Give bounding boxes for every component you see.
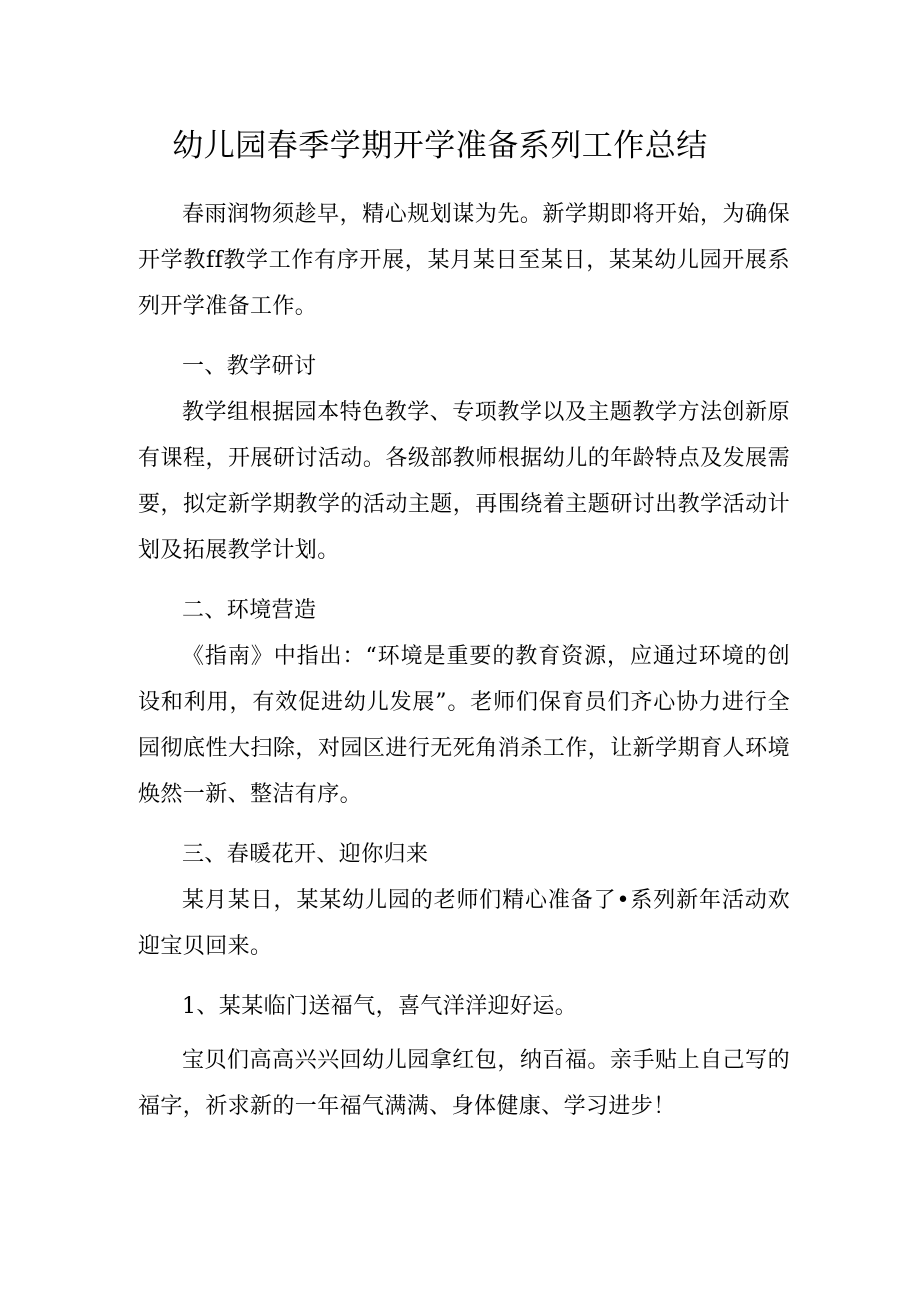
document-title: 幼儿园春季学期开学准备系列工作总结 bbox=[172, 128, 708, 164]
section-paragraph-environment: 《指南》中指出：“环境是重要的教育资源，应通过环境的创设和利用，有效促进幼儿发展”。老师们保育员们齐心协力进行全园彻底性大扫除，对园区进行无死角消杀工作，让新学期育人环境焕然一新、整洁有序。 bbox=[138, 644, 790, 807]
section-paragraph-blessings: 宝贝们高高兴兴回幼儿园拿红包，纳百福。亲手贴上自己写的福字，祈求新的一年福气满满、身体健康、学习进步！ bbox=[138, 1048, 790, 1119]
section-heading-teaching-research: 一、教学研讨 bbox=[182, 354, 317, 379]
section-paragraph-item-1: 1、某某临门送福气，喜气洋洋迎好运。 bbox=[182, 994, 578, 1019]
section-heading-environment: 二、环境营造 bbox=[182, 598, 317, 623]
section-heading-welcome-back: 三、春暖花开、迎你归来 bbox=[182, 842, 429, 867]
document-body bbox=[138, 192, 790, 1130]
section-paragraph-teaching-research: 教学组根据园本特色教学、专项教学以及主题教学方法创新原有课程，开展研讨活动。各级部教师根据幼儿的年龄特点及发展需要，拟定新学期教学的活动主题，再围绕着主题研讨出教学活动计划及拓展教学计划。 bbox=[138, 400, 790, 563]
intro-paragraph: 春雨润物须趁早，精心规划谋为先。新学期即将开始，为确保开学教ff教学工作有序开展，某月某日至某日，某某幼儿园开展系列开学准备工作。 bbox=[138, 202, 790, 319]
section-paragraph-welcome-activities: 某月某日，某某幼儿园的老师们精心准备了•系列新年活动欢迎宝贝回来。 bbox=[138, 888, 790, 959]
